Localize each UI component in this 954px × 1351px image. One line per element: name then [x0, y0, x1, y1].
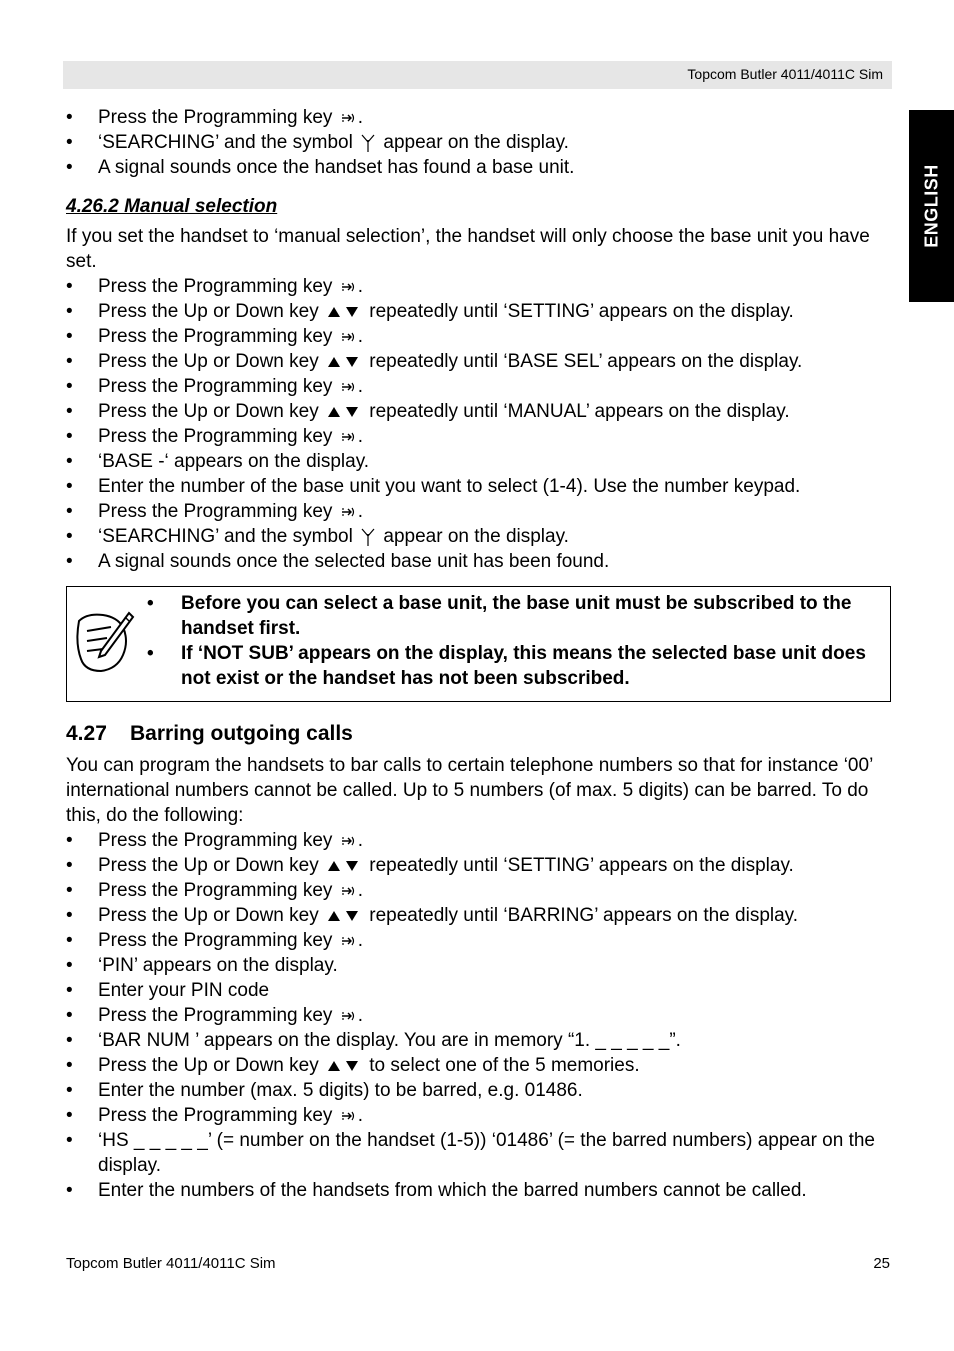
manual-step-item-text: Press the Up or Down key: [98, 401, 319, 422]
programming-key-icon: [340, 111, 356, 125]
top-step-item-text: Press the Programming key: [98, 107, 333, 128]
header-bar: [63, 61, 892, 89]
barring-step-item-text: Press the Programming key: [98, 1005, 333, 1026]
programming-key-icon: [340, 1109, 356, 1123]
barring-step-item-suffix: repeatedly until ‘BARRING’ appears on the display.: [363, 905, 799, 926]
programming-key-icon: [340, 1009, 356, 1023]
manual-selection-heading: 4.26.2 Manual selection: [66, 196, 278, 217]
footer-title: Topcom Butler 4011/4011C Sim: [66, 1255, 276, 1272]
barring-step-item-text: Press the Programming key: [98, 830, 333, 851]
manual-step-item: [66, 324, 896, 349]
note-list: [147, 591, 867, 691]
barring-step-item: [66, 928, 896, 953]
top-step-item-text: ‘SEARCHING’ and the symbol: [98, 132, 353, 153]
manual-step-item-suffix: repeatedly until ‘SETTING’ appears on the display.: [363, 301, 794, 322]
antenna-icon: [360, 527, 376, 547]
top-step-item: [66, 155, 896, 180]
up-down-keys-icon: [326, 909, 362, 923]
barring-step-list: [66, 828, 896, 1203]
barring-step-item: [66, 1003, 896, 1028]
up-down-keys-icon: [326, 1059, 362, 1073]
barring-intro: You can program the handsets to bar calls to certain telephone numbers so that for instance ‘00’ international numbers cannot be called. Up to 5 numbers (of max. 5 digits) can be barred. To do this, do the following:: [66, 755, 873, 826]
barring-step-item: [66, 978, 896, 1003]
barring-step-item-text: ‘PIN’ appears on the display.: [98, 955, 338, 976]
barring-step-item-suffix: .: [357, 830, 363, 851]
note-box: [66, 586, 891, 702]
barring-step-item: [66, 853, 896, 878]
barring-step-item-text: Press the Programming key: [98, 930, 333, 951]
manual-step-item: [66, 399, 896, 424]
barring-step-item: [66, 1128, 896, 1178]
up-down-keys-icon: [326, 305, 362, 319]
manual-step-item: [66, 424, 896, 449]
manual-step-item: [66, 549, 896, 574]
programming-key-icon: [340, 884, 356, 898]
note-item: • If ‘NOT SUB’ appears on the display, this means the selected base unit does not exist or the handset has not been subscribed.: [147, 641, 867, 691]
manual-step-item: [66, 274, 896, 299]
antenna-icon: [360, 133, 376, 153]
manual-step-item-text: A signal sounds once the selected base unit has been found.: [98, 551, 610, 572]
programming-key-icon: [340, 834, 356, 848]
language-tab-label: ENGLISH: [921, 164, 941, 248]
barring-step-item: [66, 1178, 896, 1203]
barring-step-item: [66, 1028, 896, 1053]
barring-step-item-text: Enter the numbers of the handsets from which the barred numbers cannot be called.: [98, 1180, 807, 1201]
note-item: • Before you can select a base unit, the base unit must be subscribed to the handset first.: [147, 591, 867, 641]
manual-selection-intro: If you set the handset to ‘manual selection’, the handset will only choose the base unit you have set.: [66, 226, 870, 272]
programming-key-icon: [340, 330, 356, 344]
manual-step-item-text: Press the Programming key: [98, 376, 333, 397]
barring-step-item-suffix: .: [357, 880, 363, 901]
programming-key-icon: [340, 280, 356, 294]
manual-step-item: [66, 349, 896, 374]
barring-step-item: [66, 903, 896, 928]
barring-step-item: [66, 1078, 896, 1103]
manual-step-item-text: ‘BASE -‘ appears on the display.: [98, 451, 370, 472]
up-down-keys-icon: [326, 405, 362, 419]
top-step-item: [66, 130, 896, 155]
manual-step-item-text: Press the Programming key: [98, 501, 333, 522]
manual-step-list: [66, 274, 896, 574]
top-step-item-suffix: .: [357, 107, 363, 128]
up-down-keys-icon: [326, 859, 362, 873]
barring-step-item: [66, 828, 896, 853]
manual-step-item-suffix: .: [357, 276, 363, 297]
manual-step-item-suffix: .: [357, 501, 363, 522]
section-title: Barring outgoing calls: [130, 722, 353, 745]
manual-step-item: [66, 299, 896, 324]
manual-step-item-suffix: .: [357, 426, 363, 447]
manual-step-item-text: Press the Programming key: [98, 276, 333, 297]
header-title: Topcom Butler 4011/4011C Sim: [687, 66, 883, 82]
top-step-item-suffix: appear on the display.: [378, 132, 569, 153]
barring-step-item: [66, 1103, 896, 1128]
barring-step-item-suffix: .: [357, 1105, 363, 1126]
manual-step-item-suffix: .: [357, 326, 363, 347]
top-step-item-text: A signal sounds once the handset has found a base unit.: [98, 157, 575, 178]
programming-key-icon: [340, 505, 356, 519]
manual-step-item: [66, 374, 896, 399]
barring-step-item: [66, 1053, 896, 1078]
barring-step-item-suffix: .: [357, 1005, 363, 1026]
barring-step-item-text: ‘HS _ _ _ _ _’ (= number on the handset (1-5)) ‘01486’ (= the barred numbers) appear on the display.: [98, 1130, 875, 1176]
barring-step-item-text: Press the Programming key: [98, 880, 333, 901]
barring-step-item: [66, 953, 896, 978]
manual-selection-section: [66, 224, 896, 574]
top-steps: [66, 105, 896, 180]
manual-step-item-suffix: .: [357, 376, 363, 397]
programming-key-icon: [340, 430, 356, 444]
barring-step-item-suffix: .: [357, 930, 363, 951]
manual-step-item: [66, 499, 896, 524]
top-step-list: [66, 105, 896, 180]
barring-step-item-text: Press the Programming key: [98, 1105, 333, 1126]
barring-step-item-text: Enter the number (max. 5 digits) to be barred, e.g. 01486.: [98, 1080, 583, 1101]
manual-step-item-text: ‘SEARCHING’ and the symbol: [98, 526, 353, 547]
manual-step-item: [66, 524, 896, 549]
barring-step-item-text: Press the Up or Down key: [98, 855, 319, 876]
barring-step-item-text: Enter your PIN code: [98, 980, 270, 1001]
programming-key-icon: [340, 380, 356, 394]
manual-step-item-text: Enter the number of the base unit you want to select (1-4). Use the number keypad.: [98, 476, 801, 497]
barring-section: [66, 753, 896, 1203]
barring-step-item-text: Press the Up or Down key: [98, 905, 319, 926]
barring-step-item: [66, 878, 896, 903]
barring-step-item-text: Press the Up or Down key: [98, 1055, 319, 1076]
language-tab: [909, 110, 954, 302]
page-number: 25: [873, 1255, 890, 1272]
note-pencil-icon: [73, 607, 135, 675]
manual-step-item-text: Press the Up or Down key: [98, 301, 319, 322]
section-heading: [66, 722, 353, 746]
manual-step-item-suffix: repeatedly until ‘BASE SEL’ appears on the display.: [363, 351, 803, 372]
barring-step-item-text: ‘BAR NUM ’ appears on the display. You are in memory “1. _ _ _ _ _”.: [98, 1030, 681, 1051]
manual-step-item-suffix: repeatedly until ‘MANUAL’ appears on the display.: [363, 401, 790, 422]
manual-step-item: [66, 449, 896, 474]
manual-step-item-suffix: appear on the display.: [378, 526, 569, 547]
manual-step-item: [66, 474, 896, 499]
barring-step-item-suffix: to select one of the 5 memories.: [363, 1055, 640, 1076]
manual-step-item-text: Press the Programming key: [98, 426, 333, 447]
programming-key-icon: [340, 934, 356, 948]
up-down-keys-icon: [326, 355, 362, 369]
manual-step-item-text: Press the Up or Down key: [98, 351, 319, 372]
section-number: 4.27: [66, 722, 107, 745]
manual-step-item-text: Press the Programming key: [98, 326, 333, 347]
barring-step-item-suffix: repeatedly until ‘SETTING’ appears on the display.: [363, 855, 794, 876]
top-step-item: [66, 105, 896, 130]
